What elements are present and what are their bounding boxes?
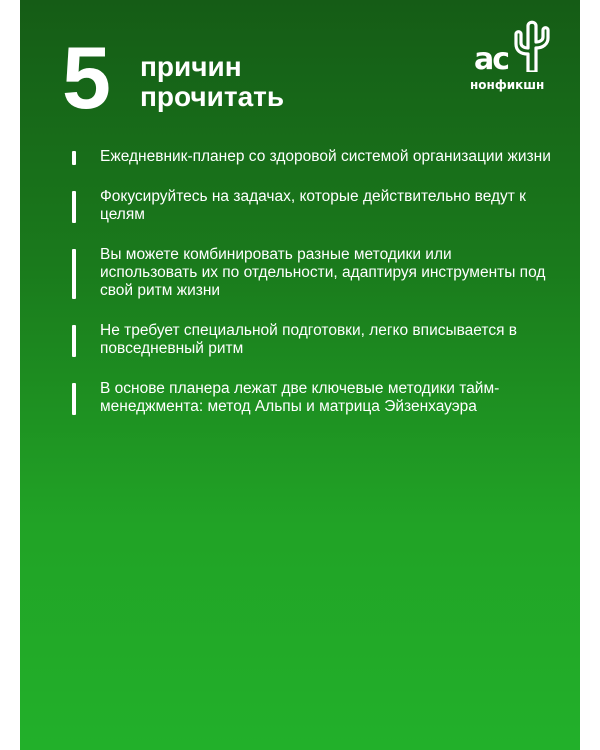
- list-item: [72, 188, 552, 224]
- list-marker: [72, 325, 76, 357]
- list-item-text: Не требует специальной подготовки, легко вписывается в повседневный ритм: [100, 322, 518, 357]
- list-item: [72, 380, 552, 416]
- list-marker: [72, 383, 76, 415]
- list-item-text: Ежедневник-планер со здоровой системой организации жизни: [100, 148, 551, 165]
- headline-number: 5: [62, 28, 111, 127]
- headline: [140, 52, 284, 112]
- list-item: [72, 246, 552, 300]
- cactus-icon: [510, 20, 556, 72]
- list-marker: [72, 191, 76, 223]
- list-marker: [72, 151, 76, 165]
- list-marker: [72, 249, 76, 299]
- publisher-logo: [470, 20, 560, 96]
- headline-line-1: причин: [140, 51, 242, 82]
- list-item: [72, 148, 552, 166]
- logo-brand: ас: [474, 42, 509, 77]
- list-item-text: Вы можете комбинировать разные методики или использовать их по отдельности, адаптируя инструменты под свой ритм жизни: [100, 246, 546, 299]
- list-item: [72, 322, 552, 358]
- logo-subtitle: нонфикшн: [470, 78, 545, 92]
- headline-line-2: прочитать: [140, 81, 285, 112]
- list-item-text: В основе планера лежат две ключевые методики тайм-менеджмента: метод Альпы и матрица Эйзенхауэра: [100, 380, 500, 415]
- list-item-text: Фокусируйтесь на задачах, которые действительно ведут к целям: [100, 188, 526, 223]
- promo-card: [20, 0, 580, 750]
- reasons-list: [72, 148, 552, 438]
